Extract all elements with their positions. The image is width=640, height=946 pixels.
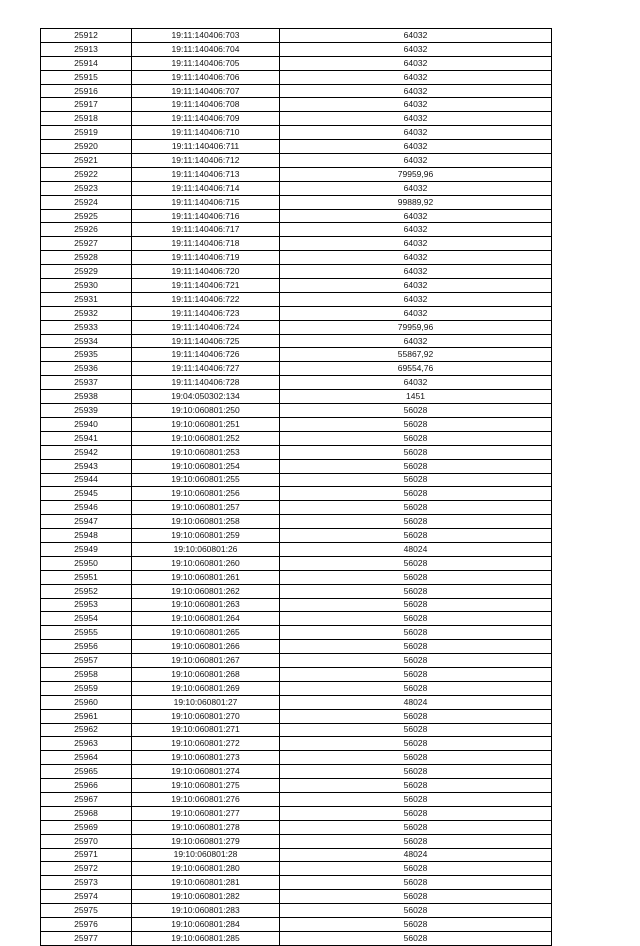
- row-number-cell: 25917: [41, 98, 132, 112]
- value-cell: 56028: [280, 667, 552, 681]
- row-number-cell: 25912: [41, 29, 132, 43]
- table-row: [41, 806, 552, 820]
- value-cell: 64032: [280, 292, 552, 306]
- value-cell: 56028: [280, 598, 552, 612]
- cadastral-number-cell: 19:10:060801:254: [132, 459, 280, 473]
- table-row: [41, 779, 552, 793]
- value-cell: 56028: [280, 737, 552, 751]
- value-cell: 56028: [280, 556, 552, 570]
- row-number-cell: 25920: [41, 140, 132, 154]
- row-number-cell: 25932: [41, 306, 132, 320]
- table-row: [41, 84, 552, 98]
- row-number-cell: 25935: [41, 348, 132, 362]
- value-cell: 56028: [280, 751, 552, 765]
- value-cell: 56028: [280, 459, 552, 473]
- table-row: [41, 473, 552, 487]
- cadastral-number-cell: 19:10:060801:262: [132, 584, 280, 598]
- cadastral-number-cell: 19:11:140406:706: [132, 70, 280, 84]
- table-row: [41, 612, 552, 626]
- table-row: [41, 515, 552, 529]
- value-cell: 64032: [280, 140, 552, 154]
- table-row: [41, 126, 552, 140]
- cadastral-number-cell: 19:11:140406:726: [132, 348, 280, 362]
- table-row: [41, 737, 552, 751]
- value-cell: 64032: [280, 223, 552, 237]
- table-row: [41, 529, 552, 543]
- row-number-cell: 25962: [41, 723, 132, 737]
- table-row: [41, 765, 552, 779]
- row-number-cell: 25913: [41, 42, 132, 56]
- table-row: [41, 167, 552, 181]
- table-row: [41, 29, 552, 43]
- row-number-cell: 25922: [41, 167, 132, 181]
- cadastral-number-cell: 19:10:060801:28: [132, 848, 280, 862]
- cadastral-number-cell: 19:11:140406:705: [132, 56, 280, 70]
- table-row: [41, 570, 552, 584]
- row-number-cell: 25942: [41, 445, 132, 459]
- row-number-cell: 25927: [41, 237, 132, 251]
- cadastral-number-cell: 19:10:060801:275: [132, 779, 280, 793]
- table-row: [41, 654, 552, 668]
- row-number-cell: 25958: [41, 667, 132, 681]
- table-row: [41, 584, 552, 598]
- value-cell: 56028: [280, 487, 552, 501]
- table-row: [41, 667, 552, 681]
- table-row: [41, 862, 552, 876]
- row-number-cell: 25973: [41, 876, 132, 890]
- row-number-cell: 25966: [41, 779, 132, 793]
- table-row: [41, 223, 552, 237]
- value-cell: 64032: [280, 42, 552, 56]
- value-cell: 56028: [280, 515, 552, 529]
- row-number-cell: 25971: [41, 848, 132, 862]
- table-row: [41, 404, 552, 418]
- data-table: [40, 28, 552, 946]
- table-row: [41, 792, 552, 806]
- cadastral-number-cell: 19:11:140406:703: [132, 29, 280, 43]
- table-row: [41, 876, 552, 890]
- cadastral-number-cell: 19:11:140406:725: [132, 334, 280, 348]
- value-cell: 56028: [280, 612, 552, 626]
- table-row: [41, 709, 552, 723]
- row-number-cell: 25948: [41, 529, 132, 543]
- cadastral-number-cell: 19:11:140406:716: [132, 209, 280, 223]
- cadastral-number-cell: 19:10:060801:279: [132, 834, 280, 848]
- table-row: [41, 140, 552, 154]
- row-number-cell: 25938: [41, 390, 132, 404]
- value-cell: 48024: [280, 695, 552, 709]
- value-cell: 56028: [280, 654, 552, 668]
- row-number-cell: 25965: [41, 765, 132, 779]
- table-row: [41, 306, 552, 320]
- cadastral-number-cell: 19:10:060801:256: [132, 487, 280, 501]
- value-cell: 69554,76: [280, 362, 552, 376]
- value-cell: 64032: [280, 56, 552, 70]
- table-body: [41, 29, 552, 946]
- cadastral-number-cell: 19:10:060801:270: [132, 709, 280, 723]
- table-row: [41, 820, 552, 834]
- value-cell: 56028: [280, 918, 552, 932]
- cadastral-number-cell: 19:10:060801:27: [132, 695, 280, 709]
- cadastral-number-cell: 19:10:060801:251: [132, 417, 280, 431]
- value-cell: 64032: [280, 126, 552, 140]
- value-cell: 56028: [280, 626, 552, 640]
- value-cell: 79959,96: [280, 320, 552, 334]
- cadastral-number-cell: 19:11:140406:704: [132, 42, 280, 56]
- table-row: [41, 292, 552, 306]
- cadastral-number-cell: 19:10:060801:273: [132, 751, 280, 765]
- value-cell: 64032: [280, 112, 552, 126]
- value-cell: 56028: [280, 904, 552, 918]
- table-row: [41, 459, 552, 473]
- row-number-cell: 25936: [41, 362, 132, 376]
- cadastral-number-cell: 19:10:060801:259: [132, 529, 280, 543]
- cadastral-number-cell: 19:11:140406:707: [132, 84, 280, 98]
- table-row: [41, 334, 552, 348]
- table-row: [41, 362, 552, 376]
- row-number-cell: 25959: [41, 681, 132, 695]
- table-row: [41, 154, 552, 168]
- table-row: [41, 501, 552, 515]
- row-number-cell: 25953: [41, 598, 132, 612]
- value-cell: 64032: [280, 29, 552, 43]
- table-row: [41, 751, 552, 765]
- cadastral-number-cell: 19:10:060801:280: [132, 862, 280, 876]
- cadastral-number-cell: 19:10:060801:276: [132, 792, 280, 806]
- table-row: [41, 112, 552, 126]
- row-number-cell: 25976: [41, 918, 132, 932]
- value-cell: 56028: [280, 765, 552, 779]
- cadastral-number-cell: 19:10:060801:253: [132, 445, 280, 459]
- cadastral-number-cell: 19:11:140406:719: [132, 251, 280, 265]
- table-row: [41, 195, 552, 209]
- table-row: [41, 556, 552, 570]
- cadastral-number-cell: 19:10:060801:257: [132, 501, 280, 515]
- value-cell: 64032: [280, 334, 552, 348]
- value-cell: 56028: [280, 890, 552, 904]
- cadastral-number-cell: 19:11:140406:709: [132, 112, 280, 126]
- cadastral-number-cell: 19:11:140406:723: [132, 306, 280, 320]
- cadastral-number-cell: 19:10:060801:282: [132, 890, 280, 904]
- cadastral-number-cell: 19:10:060801:269: [132, 681, 280, 695]
- value-cell: 56028: [280, 640, 552, 654]
- cadastral-number-cell: 19:11:140406:718: [132, 237, 280, 251]
- value-cell: 56028: [280, 709, 552, 723]
- row-number-cell: 25925: [41, 209, 132, 223]
- cadastral-number-cell: 19:11:140406:710: [132, 126, 280, 140]
- value-cell: 56028: [280, 404, 552, 418]
- value-cell: 56028: [280, 876, 552, 890]
- table-row: [41, 98, 552, 112]
- row-number-cell: 25955: [41, 626, 132, 640]
- row-number-cell: 25926: [41, 223, 132, 237]
- cadastral-number-cell: 19:11:140406:708: [132, 98, 280, 112]
- cadastral-number-cell: 19:10:060801:284: [132, 918, 280, 932]
- table-row: [41, 542, 552, 556]
- table-row: [41, 320, 552, 334]
- cadastral-number-cell: 19:10:060801:265: [132, 626, 280, 640]
- row-number-cell: 25929: [41, 265, 132, 279]
- value-cell: 56028: [280, 723, 552, 737]
- value-cell: 56028: [280, 931, 552, 945]
- value-cell: 56028: [280, 501, 552, 515]
- row-number-cell: 25967: [41, 792, 132, 806]
- value-cell: 48024: [280, 848, 552, 862]
- value-cell: 56028: [280, 431, 552, 445]
- cadastral-number-cell: 19:10:060801:260: [132, 556, 280, 570]
- table-row: [41, 237, 552, 251]
- cadastral-number-cell: 19:10:060801:258: [132, 515, 280, 529]
- value-cell: 64032: [280, 251, 552, 265]
- table-row: [41, 376, 552, 390]
- row-number-cell: 25924: [41, 195, 132, 209]
- row-number-cell: 25930: [41, 279, 132, 293]
- table-row: [41, 56, 552, 70]
- value-cell: 64032: [280, 70, 552, 84]
- table-row: [41, 834, 552, 848]
- cadastral-number-cell: 19:11:140406:717: [132, 223, 280, 237]
- value-cell: 56028: [280, 473, 552, 487]
- row-number-cell: 25933: [41, 320, 132, 334]
- cadastral-number-cell: 19:10:060801:278: [132, 820, 280, 834]
- cadastral-number-cell: 19:10:060801:264: [132, 612, 280, 626]
- value-cell: 56028: [280, 792, 552, 806]
- row-number-cell: 25956: [41, 640, 132, 654]
- value-cell: 56028: [280, 820, 552, 834]
- value-cell: 56028: [280, 584, 552, 598]
- row-number-cell: 25944: [41, 473, 132, 487]
- table-row: [41, 390, 552, 404]
- table-row: [41, 251, 552, 265]
- row-number-cell: 25977: [41, 931, 132, 945]
- cadastral-number-cell: 19:04:050302:134: [132, 390, 280, 404]
- cadastral-number-cell: 19:10:060801:285: [132, 931, 280, 945]
- row-number-cell: 25921: [41, 154, 132, 168]
- cadastral-number-cell: 19:10:060801:266: [132, 640, 280, 654]
- row-number-cell: 25931: [41, 292, 132, 306]
- row-number-cell: 25914: [41, 56, 132, 70]
- row-number-cell: 25923: [41, 181, 132, 195]
- row-number-cell: 25951: [41, 570, 132, 584]
- value-cell: 1451: [280, 390, 552, 404]
- table-row: [41, 431, 552, 445]
- row-number-cell: 25963: [41, 737, 132, 751]
- row-number-cell: 25952: [41, 584, 132, 598]
- row-number-cell: 25918: [41, 112, 132, 126]
- row-number-cell: 25950: [41, 556, 132, 570]
- row-number-cell: 25969: [41, 820, 132, 834]
- row-number-cell: 25934: [41, 334, 132, 348]
- cadastral-number-cell: 19:11:140406:721: [132, 279, 280, 293]
- table-row: [41, 890, 552, 904]
- cadastral-number-cell: 19:10:060801:277: [132, 806, 280, 820]
- row-number-cell: 25964: [41, 751, 132, 765]
- cadastral-number-cell: 19:10:060801:271: [132, 723, 280, 737]
- cadastral-number-cell: 19:10:060801:26: [132, 542, 280, 556]
- cadastral-number-cell: 19:10:060801:274: [132, 765, 280, 779]
- table-row: [41, 918, 552, 932]
- row-number-cell: 25916: [41, 84, 132, 98]
- row-number-cell: 25961: [41, 709, 132, 723]
- value-cell: 56028: [280, 529, 552, 543]
- value-cell: 64032: [280, 376, 552, 390]
- value-cell: 79959,96: [280, 167, 552, 181]
- table-row: [41, 265, 552, 279]
- value-cell: 99889,92: [280, 195, 552, 209]
- cadastral-number-cell: 19:11:140406:712: [132, 154, 280, 168]
- cadastral-number-cell: 19:10:060801:268: [132, 667, 280, 681]
- table-row: [41, 848, 552, 862]
- table-row: [41, 279, 552, 293]
- table-row: [41, 904, 552, 918]
- table-row: [41, 209, 552, 223]
- row-number-cell: 25975: [41, 904, 132, 918]
- cadastral-number-cell: 19:10:060801:283: [132, 904, 280, 918]
- row-number-cell: 25915: [41, 70, 132, 84]
- cadastral-number-cell: 19:10:060801:272: [132, 737, 280, 751]
- row-number-cell: 25974: [41, 890, 132, 904]
- table-row: [41, 931, 552, 945]
- table-row: [41, 348, 552, 362]
- row-number-cell: 25960: [41, 695, 132, 709]
- cadastral-number-cell: 19:10:060801:267: [132, 654, 280, 668]
- cadastral-number-cell: 19:11:140406:720: [132, 265, 280, 279]
- document-page: [40, 28, 551, 946]
- value-cell: 48024: [280, 542, 552, 556]
- table-row: [41, 42, 552, 56]
- cadastral-number-cell: 19:10:060801:263: [132, 598, 280, 612]
- value-cell: 56028: [280, 445, 552, 459]
- row-number-cell: 25943: [41, 459, 132, 473]
- table-row: [41, 181, 552, 195]
- row-number-cell: 25937: [41, 376, 132, 390]
- value-cell: 55867,92: [280, 348, 552, 362]
- cadastral-number-cell: 19:11:140406:713: [132, 167, 280, 181]
- row-number-cell: 25939: [41, 404, 132, 418]
- cadastral-number-cell: 19:11:140406:722: [132, 292, 280, 306]
- row-number-cell: 25972: [41, 862, 132, 876]
- value-cell: 64032: [280, 306, 552, 320]
- cadastral-number-cell: 19:11:140406:728: [132, 376, 280, 390]
- value-cell: 64032: [280, 279, 552, 293]
- value-cell: 64032: [280, 154, 552, 168]
- row-number-cell: 25947: [41, 515, 132, 529]
- row-number-cell: 25954: [41, 612, 132, 626]
- table-row: [41, 723, 552, 737]
- row-number-cell: 25941: [41, 431, 132, 445]
- value-cell: 64032: [280, 209, 552, 223]
- cadastral-number-cell: 19:11:140406:711: [132, 140, 280, 154]
- table-row: [41, 598, 552, 612]
- table-row: [41, 417, 552, 431]
- table-row: [41, 70, 552, 84]
- cadastral-number-cell: 19:11:140406:724: [132, 320, 280, 334]
- table-row: [41, 695, 552, 709]
- value-cell: 56028: [280, 862, 552, 876]
- row-number-cell: 25919: [41, 126, 132, 140]
- row-number-cell: 25928: [41, 251, 132, 265]
- value-cell: 56028: [280, 834, 552, 848]
- table-row: [41, 640, 552, 654]
- row-number-cell: 25957: [41, 654, 132, 668]
- value-cell: 64032: [280, 181, 552, 195]
- cadastral-number-cell: 19:10:060801:261: [132, 570, 280, 584]
- value-cell: 56028: [280, 417, 552, 431]
- value-cell: 56028: [280, 779, 552, 793]
- value-cell: 64032: [280, 84, 552, 98]
- table-row: [41, 681, 552, 695]
- row-number-cell: 25940: [41, 417, 132, 431]
- value-cell: 56028: [280, 570, 552, 584]
- value-cell: 64032: [280, 237, 552, 251]
- value-cell: 64032: [280, 265, 552, 279]
- cadastral-number-cell: 19:10:060801:281: [132, 876, 280, 890]
- row-number-cell: 25970: [41, 834, 132, 848]
- row-number-cell: 25968: [41, 806, 132, 820]
- row-number-cell: 25946: [41, 501, 132, 515]
- row-number-cell: 25945: [41, 487, 132, 501]
- cadastral-number-cell: 19:10:060801:250: [132, 404, 280, 418]
- cadastral-number-cell: 19:11:140406:727: [132, 362, 280, 376]
- cadastral-number-cell: 19:10:060801:252: [132, 431, 280, 445]
- table-row: [41, 445, 552, 459]
- value-cell: 56028: [280, 806, 552, 820]
- cadastral-number-cell: 19:11:140406:714: [132, 181, 280, 195]
- row-number-cell: 25949: [41, 542, 132, 556]
- value-cell: 56028: [280, 681, 552, 695]
- table-row: [41, 626, 552, 640]
- table-row: [41, 487, 552, 501]
- cadastral-number-cell: 19:10:060801:255: [132, 473, 280, 487]
- value-cell: 64032: [280, 98, 552, 112]
- cadastral-number-cell: 19:11:140406:715: [132, 195, 280, 209]
